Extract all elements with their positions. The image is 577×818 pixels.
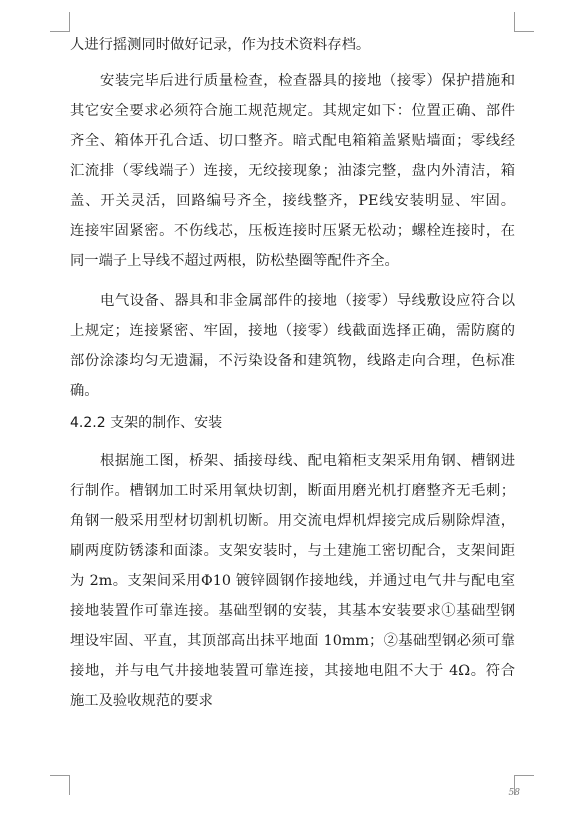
text-line: 齐全、箱体开孔合适、切口整齐。暗式配电箱箱盖紧贴墙面；零线经 (70, 133, 515, 149)
text-line: 汇流排（零线端子）连接，无绞接现象；油漆完整，盘内外清洁，箱 (70, 163, 515, 179)
text-line: 行制作。槽钢加工时采用氧炔切割，断面用磨光机打磨整齐无毛刺； (70, 483, 515, 499)
text-line: 施工及验收规范的要求 (70, 693, 213, 709)
text-line: 盖、开关灵活，回路编号齐全，接线整齐，PE线安装明显、牢固。 (70, 193, 515, 209)
text-line: 角钢一般采用型材切割机切断。用交流电焊机焊接完成后剔除焊渣， (70, 513, 515, 529)
text-line: 根据施工图，桥架、插接母线、配电箱柜支架采用角钢、槽钢进 (100, 453, 515, 469)
crop-mark-bottom-left-horizontal (50, 775, 70, 776)
crop-mark-bottom-right-horizontal (514, 775, 534, 776)
text-line: 接地装置作可靠连接。基础型钢的安装，其基本安装要求①基础型钢 (70, 603, 515, 619)
crop-mark-top-right-vertical (514, 12, 515, 32)
text-line: 连接牢固紧密。不伤线芯，压板连接时压紧无松动；螺栓连接时，在 (70, 223, 515, 239)
text-line: 同一端子上导线不超过两根，防松垫圈等配件齐全。 (70, 253, 399, 269)
text-line: 接地，并与电气井接地装置可靠连接，其接地电阻不大于 4Ω。符合 (70, 663, 515, 679)
crop-mark-top-left-vertical (69, 12, 70, 32)
text-line: 上规定；连接紧密、牢固，接地（接零）线截面选择正确，需防腐的 (70, 323, 515, 339)
text-line: 确。 (70, 383, 99, 399)
text-line: 埋设牢固、平直，其顶部高出抹平地面 10mm；②基础型钢必须可靠 (70, 633, 515, 649)
text-line: 安装完毕后进行质量检查，检查器具的接地（接零）保护措施和 (100, 73, 515, 89)
text-line: 为 2m。支架间采用Φ10 镀锌圆钢作接地线，并通过电气井与配电室 (70, 573, 515, 589)
text-line: 其它安全要求必须符合施工规范规定。其规定如下：位置正确、部件 (70, 103, 515, 119)
section-heading: 4.2.2 支架的制作、安装 (70, 415, 223, 431)
crop-mark-top-left-horizontal (50, 31, 70, 32)
crop-mark-top-right-horizontal (514, 31, 534, 32)
crop-mark-bottom-left-vertical (69, 775, 70, 795)
page-number: 58 (508, 788, 520, 798)
text-line: 部份涂漆均匀无遗漏，不污染设备和建筑物，线路走向合理，色标准 (70, 353, 515, 369)
text-line: 人进行摇测同时做好记录，作为技术资料存档。 (70, 37, 371, 53)
text-line: 电气设备、器具和非金属部件的接地（接零）导线敷设应符合以 (100, 293, 515, 309)
text-line: 刷两度防锈漆和面漆。支架安装时，与土建施工密切配合，支架间距 (70, 543, 515, 559)
